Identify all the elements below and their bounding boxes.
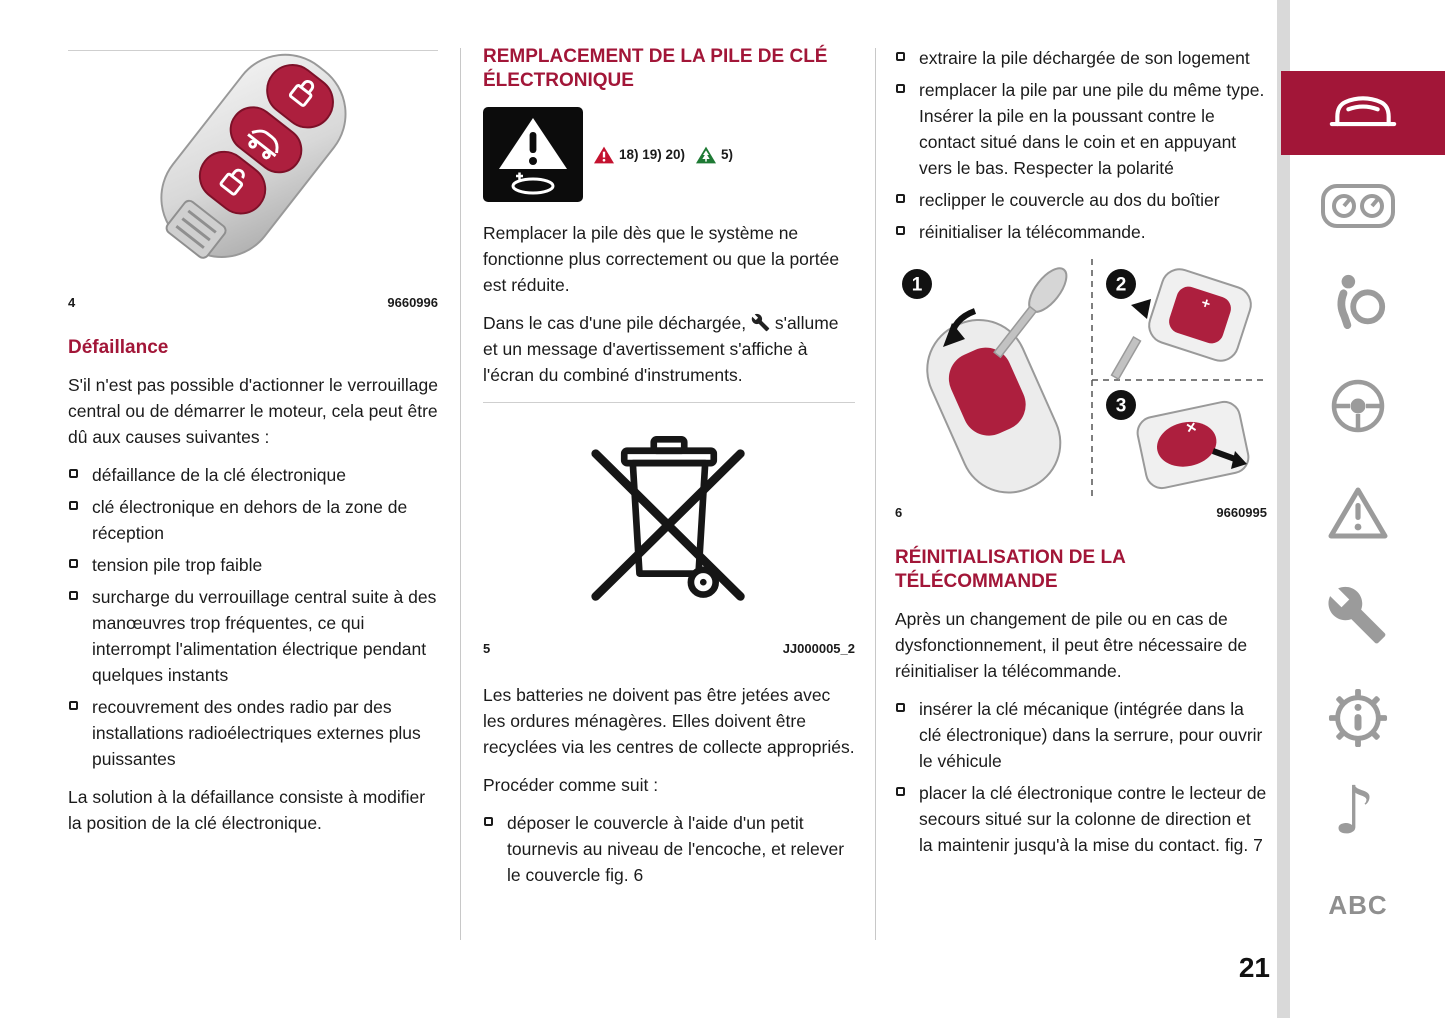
warning-triangle-icon bbox=[1328, 486, 1388, 540]
sidebar-item-multimedia[interactable] bbox=[1333, 772, 1376, 849]
figure-code: 9660996 bbox=[387, 295, 438, 310]
list-item bbox=[68, 584, 438, 688]
paragraph: S'il n'est pas possible d'actionner le verrouillage central ou de démarrer le moteur, cela peut être dû aux causes suivantes : bbox=[68, 375, 438, 447]
airbag-safety-icon bbox=[1330, 272, 1388, 330]
paragraph: Après un changement de pile ou en cas de dysfonctionnement, il peut être nécessaire de réinitialiser la télécommande. bbox=[895, 609, 1248, 681]
list-item bbox=[895, 45, 1267, 71]
figure-number: 4 bbox=[68, 295, 76, 310]
figure-code: 9660995 bbox=[1216, 505, 1267, 520]
svg-text:×: × bbox=[1184, 417, 1199, 438]
list-item-text: recouvrement des ondes radio par des installations radioélectriques externes plus puissantes bbox=[92, 697, 421, 769]
list-item bbox=[895, 77, 1267, 181]
procedure-list bbox=[483, 810, 855, 888]
battery-replacement-diagram bbox=[895, 259, 1267, 499]
section-heading-reinitialisation: RÉINITIALISATION DE LA TÉLÉCOMMANDE bbox=[895, 547, 1126, 592]
sidebar-item-maintenance[interactable] bbox=[1326, 584, 1388, 646]
section-heading-defaillance: Défaillance bbox=[68, 337, 169, 358]
crossed-out-bin-icon bbox=[569, 430, 769, 622]
paragraph: Les batteries ne doivent pas être jetées avec les ordures ménagères. Elles doivent être recyclées via les centres de collecte appropriés. bbox=[483, 685, 855, 757]
list-item-text: reclipper le couvercle au dos du boîtier bbox=[919, 190, 1220, 210]
list-item-text: déposer le couvercle à l'aide d'un petit tournevis au niveau de l'encoche, et relever le couvercle fig. 6 bbox=[507, 813, 845, 885]
steering-wheel-icon bbox=[1330, 378, 1386, 434]
warning-reference-green bbox=[695, 145, 733, 165]
warning-row bbox=[483, 107, 855, 202]
list-item bbox=[895, 187, 1267, 213]
bullet-square-icon bbox=[896, 194, 905, 203]
weee-symbol-figure bbox=[483, 417, 855, 635]
section-heading-remplacement: REMPLACEMENT DE LA PILE DE CLÉ ÉLECTRONIQUE bbox=[483, 46, 828, 91]
list-item bbox=[895, 780, 1267, 858]
key-fob-figure bbox=[68, 57, 438, 289]
sidebar-item-driving[interactable] bbox=[1330, 378, 1386, 434]
bullet-square-icon bbox=[69, 701, 78, 710]
sidebar-item-vehicle-active[interactable] bbox=[1281, 71, 1445, 155]
sidebar-item-emergency[interactable] bbox=[1328, 486, 1388, 540]
info-gear-icon bbox=[1328, 688, 1388, 748]
figure-caption bbox=[68, 295, 438, 310]
wrench-icon bbox=[1326, 584, 1388, 646]
bullet-square-icon bbox=[896, 84, 905, 93]
step-2-badge bbox=[1106, 269, 1136, 299]
sidebar-item-safety[interactable] bbox=[1330, 272, 1388, 330]
page-number: 21 bbox=[1238, 952, 1270, 983]
arrow-head bbox=[1131, 299, 1151, 319]
list-item bbox=[483, 810, 855, 888]
bullet-square-icon bbox=[69, 591, 78, 600]
screwdriver-icon bbox=[988, 262, 1073, 362]
figure-code: JJ000005_2 bbox=[782, 641, 855, 656]
bullet-square-icon bbox=[69, 501, 78, 510]
list-item bbox=[895, 696, 1267, 774]
middle-column bbox=[483, 45, 855, 900]
bullet-square-icon bbox=[69, 559, 78, 568]
music-note-icon: ♪ bbox=[1333, 772, 1376, 849]
reset-procedure-list bbox=[895, 696, 1267, 858]
warning-reference-red bbox=[593, 145, 685, 165]
battery-replacement-figure bbox=[895, 259, 1267, 499]
list-item bbox=[895, 219, 1267, 245]
figure-caption bbox=[483, 641, 855, 656]
column-divider bbox=[460, 48, 461, 940]
figure-number: 6 bbox=[895, 505, 903, 520]
instrument-cluster-icon bbox=[1320, 182, 1396, 230]
list-item-text: extraire la pile déchargée de son logement bbox=[919, 48, 1250, 68]
list-item-text: remplacer la pile par une pile du même type. Insérer la pile en la poussant contre le contact situé dans le coin et en appuyant vers le bas. Respecter la polarité bbox=[919, 80, 1265, 178]
paragraph: Procéder comme suit : bbox=[483, 775, 659, 795]
figure-top-rule bbox=[68, 50, 438, 51]
left-column bbox=[68, 50, 438, 836]
figure-top-rule bbox=[483, 402, 855, 403]
wrench-telltale-icon bbox=[751, 313, 770, 332]
bullet-square-icon bbox=[484, 817, 493, 826]
battery-illustration bbox=[1135, 399, 1252, 491]
paragraph-text: Dans le cas d'une pile déchargée, bbox=[483, 313, 747, 333]
svg-text:2: 2 bbox=[1115, 274, 1127, 296]
paragraph: La solution à la défaillance consiste à modifier la position de la clé électronique. bbox=[68, 787, 426, 833]
list-item bbox=[68, 552, 438, 578]
paragraph-with-telltale bbox=[483, 310, 855, 388]
bullet-square-icon bbox=[69, 469, 78, 478]
sidebar-item-index[interactable]: ABC bbox=[1328, 890, 1388, 920]
list-item-text: défaillance de la clé électronique bbox=[92, 465, 346, 485]
svg-text:1: 1 bbox=[911, 274, 923, 296]
list-item-text: réinitialiser la télécommande. bbox=[919, 222, 1146, 242]
bullet-square-icon bbox=[896, 52, 905, 61]
sidebar-item-instruments[interactable] bbox=[1320, 182, 1396, 230]
paragraph-text: s'allume et un message d'avertissement s'affiche à l'écran du combiné d'instruments. bbox=[483, 313, 839, 385]
step-1-badge bbox=[902, 269, 932, 299]
key-fob-illustration bbox=[88, 61, 418, 286]
list-item bbox=[68, 694, 438, 772]
procedure-list-continued bbox=[895, 45, 1267, 245]
warning-ref-numbers: 18) 19) 20) bbox=[619, 147, 686, 162]
svg-text:+: + bbox=[1198, 294, 1213, 314]
car-icon bbox=[1325, 91, 1401, 135]
list-item-text: placer la clé électronique contre le lecteur de secours situé sur la colonne de direction et la maintenir jusqu'à la mise du contact. fig. 7 bbox=[919, 783, 1267, 855]
list-item bbox=[68, 462, 438, 488]
bullet-square-icon bbox=[896, 226, 905, 235]
warning-ref-numbers: 5) bbox=[721, 147, 734, 162]
list-item-text: insérer la clé mécanique (intégrée dans la clé électronique) dans la serrure, pour ouvrir le véhicule bbox=[919, 699, 1263, 771]
figure-caption bbox=[895, 505, 1267, 520]
battery-warning-icon bbox=[483, 107, 583, 202]
list-item-text: surcharge du verrouillage central suite à des manœuvres trop fréquentes, ce qui interrompt l'alimentation électrique pendant quelques instants bbox=[92, 587, 437, 685]
paragraph: Remplacer la pile dès que le système ne fonctionne plus correctement ou que la portée est réduite. bbox=[483, 223, 840, 295]
cause-list bbox=[68, 462, 438, 772]
step-3-badge bbox=[1106, 390, 1136, 420]
green-environment-triangle-icon bbox=[695, 145, 717, 165]
column-divider bbox=[875, 48, 876, 940]
figure-number: 5 bbox=[483, 641, 491, 656]
sidebar-item-technical-data[interactable] bbox=[1328, 688, 1388, 748]
cover-illustration bbox=[1145, 265, 1256, 366]
svg-text:3: 3 bbox=[1115, 395, 1127, 417]
fob-back-illustration bbox=[912, 305, 1076, 508]
list-item bbox=[68, 494, 438, 546]
bullet-square-icon bbox=[896, 787, 905, 796]
screwdriver-tip-icon bbox=[1112, 337, 1141, 379]
red-warning-triangle-icon bbox=[593, 145, 615, 165]
bullet-square-icon bbox=[896, 703, 905, 712]
right-column bbox=[895, 45, 1267, 870]
list-item-text: clé électronique en dehors de la zone de réception bbox=[92, 497, 408, 543]
list-item-text: tension pile trop faible bbox=[92, 555, 263, 575]
